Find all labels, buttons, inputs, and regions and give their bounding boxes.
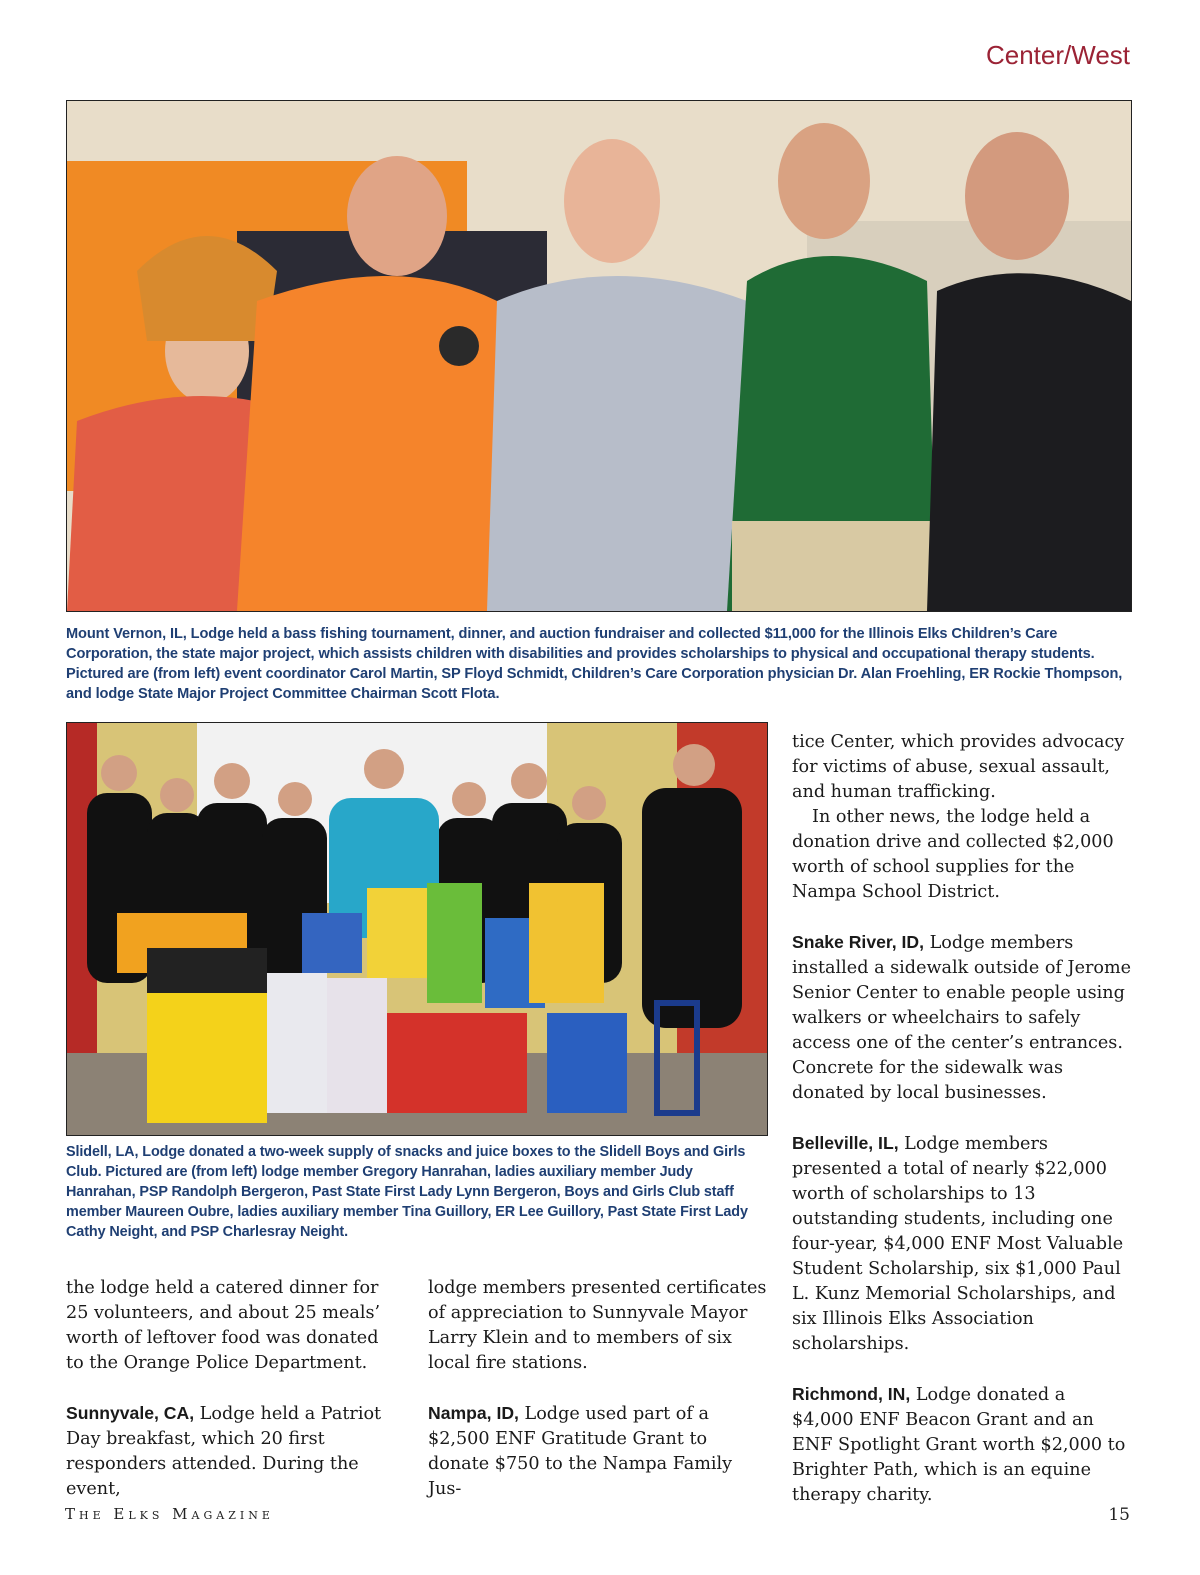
section-label: Center/West	[985, 40, 1130, 70]
column3-lodge-name-richmond: Richmond, IN,	[792, 1384, 911, 1404]
photo2-caption	[66, 1142, 766, 1242]
photo1-caption-text: Lodge held a bass fishing tournament, dinner, and auction fundraiser and collected $11,000 for the Illinois Elks Children’s Care Corporation, the state major project, which assists children with disabilities and provides scholarships to physical and occupational therapy students. Pictured are (from left) event coordinator Carol Martin, SP Floyd Schmidt, Children’s Care Corporation physician Dr. Alan Froehling, ER Rockie Thompson, and lodge State Major Project Committee Chairman Scott Flota.	[66, 626, 1123, 702]
column3-lodge-name-belleville: Belleville, IL,	[792, 1133, 899, 1153]
group-photo-mount-vernon	[66, 100, 1132, 612]
column2-paragraph-2-text: Lodge used part of a $2,500 ENF Gratitude Grant to donate $750 to the Nampa Family Jus-	[428, 1404, 733, 1499]
column3-paragraph-1: tice Center, which provides advocacy for victims of abuse, sexual assault, and human trafficking.	[792, 732, 1125, 802]
text-column-3	[792, 730, 1132, 1508]
column1-paragraph-1: the lodge held a catered dinner for 25 volunteers, and about 25 meals’ worth of leftover food was donated to the Orange Police Department.	[66, 1278, 381, 1373]
column1-paragraph-2	[66, 1401, 401, 1502]
photo2-caption-lead: Slidell, LA,	[66, 1144, 139, 1160]
column2-paragraph-2	[428, 1401, 768, 1502]
column3-paragraph-3	[792, 930, 1132, 1106]
text-column-2	[428, 1276, 768, 1502]
column3-paragraph-5	[792, 1382, 1132, 1508]
column3-paragraph-4-text: Lodge members presented a total of nearly $22,000 worth of scholarships to 13 outstanding students, including one four-year, $4,000 ENF Most Valuable Student Scholarship, six $1,000 Paul L. Kunz Memorial Scholarships, and six Illinois Elks Association scholarships.	[792, 1134, 1124, 1354]
column1-paragraph-2-text: Lodge held a Patriot Day breakfast, which 20 first responders attended. During the event,	[66, 1404, 382, 1499]
magazine-title: The Elks Magazine	[65, 1505, 274, 1523]
column3-paragraph-5-text: Lodge donated a $4,000 ENF Beacon Grant and an ENF Spotlight Grant worth $2,000 to Brighter Path, which is an equine therapy charity.	[792, 1385, 1126, 1505]
photo1-caption	[66, 624, 1130, 704]
column1-lodge-name: Sunnyvale, CA,	[66, 1403, 195, 1423]
photo2-caption-text: Lodge donated a two-week supply of snacks and juice boxes to the Slidell Boys and Girls Club. Pictured are (from left) lodge member Gregory Hanrahan, ladies auxiliary member Judy Hanrahan, PSP Randolph Bergeron, Past State First Lady Lynn Bergeron, Boys and Girls Club staff member Maureen Oubre, ladies auxiliary member Tina Guillory, ER Lee Guillory, Past State First Lady Cathy Neight, and PSP Charlesray Neight.	[66, 1144, 748, 1240]
page-number: 15	[1108, 1505, 1130, 1525]
group-photo-slidell	[66, 722, 768, 1136]
column2-lodge-name: Nampa, ID,	[428, 1403, 519, 1423]
photo1-caption-lead: Mount Vernon, IL,	[66, 626, 187, 642]
column3-paragraph-4	[792, 1131, 1132, 1357]
column3-paragraph-2: In other news, the lodge held a donation drive and collected $2,000 worth of school supplies for the Nampa School District.	[792, 807, 1114, 902]
column3-lodge-name-snake-river: Snake River, ID,	[792, 932, 925, 952]
column2-paragraph-1: lodge members presented certificates of appreciation to Sunnyvale Mayor Larry Klein and to members of six local fire stations.	[428, 1278, 767, 1373]
text-column-1	[66, 1276, 401, 1502]
column3-paragraph-3-text: Lodge members installed a sidewalk outside of Jerome Senior Center to enable people using walkers or wheelchairs to safely access one of the center’s entrances. Concrete for the sidewalk was donated by local businesses.	[792, 933, 1132, 1103]
